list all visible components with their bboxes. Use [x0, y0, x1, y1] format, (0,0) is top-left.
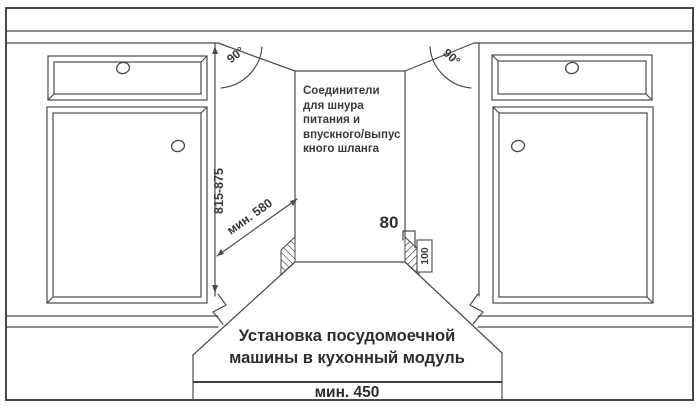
niche-depth-label: мин. 580 [224, 195, 276, 238]
depth-arrow-back [290, 199, 297, 206]
connector-note [303, 85, 401, 155]
left-door-outer [47, 107, 207, 303]
right-door-outer [493, 107, 653, 303]
left-break-mark [213, 294, 226, 324]
right-drawer-outer [492, 55, 652, 100]
right-angle-label: 90° [440, 45, 464, 69]
connector-note-line-4: впускного/выпус [303, 129, 401, 141]
right-drawer-chamfer-br [646, 94, 652, 100]
right-cabinet [470, 55, 693, 327]
right-drawer-knob [564, 61, 579, 75]
connector-note-line-5: кного шланга [303, 143, 380, 155]
height-arrow-bottom [212, 285, 218, 293]
right-door-knob [510, 139, 525, 153]
connector-note-line-2: для шнура [303, 100, 364, 112]
niche-top-right-diagonal [405, 43, 474, 71]
hose-gap-width-label: 80 [379, 213, 399, 232]
caption-line-1: Установка посудомоечной [238, 327, 456, 345]
left-drawer-chamfer-bl [48, 94, 54, 100]
left-drawer-chamfer-tr [201, 56, 207, 62]
bottom-width-label: мин. 450 [314, 384, 380, 401]
right-drawer-chamfer-tl [492, 55, 498, 61]
left-angle-mark [221, 44, 262, 88]
right-door-chamfer-tl [493, 107, 499, 113]
left-hatched-section [281, 237, 295, 275]
left-door-chamfer-bl [47, 297, 53, 303]
connector-note-line-3: питания и [303, 114, 361, 126]
left-drawer-knob [115, 61, 130, 75]
right-break-mark [470, 294, 483, 324]
depth-arrow-front [217, 249, 224, 256]
left-angle-label: 90° [224, 43, 248, 66]
countertop [6, 31, 693, 43]
left-cabinet [6, 56, 226, 327]
left-door-knob [170, 139, 185, 153]
caption-block [229, 327, 465, 401]
niche-height-label: 815-875 [212, 168, 226, 214]
left-door-chamfer-tr [201, 107, 207, 113]
right-door-chamfer-br [647, 297, 653, 303]
hose-gap-height-dimension [417, 240, 432, 272]
caption-line-2: машины в кухонный модуль [229, 349, 465, 367]
height-arrow-top [212, 46, 218, 54]
connector-note-line-1: Соединители [303, 85, 380, 97]
hose-gap-height-label: 100 [419, 247, 431, 265]
niche-height-dimension [212, 46, 226, 293]
right-angle-mark [430, 46, 471, 88]
